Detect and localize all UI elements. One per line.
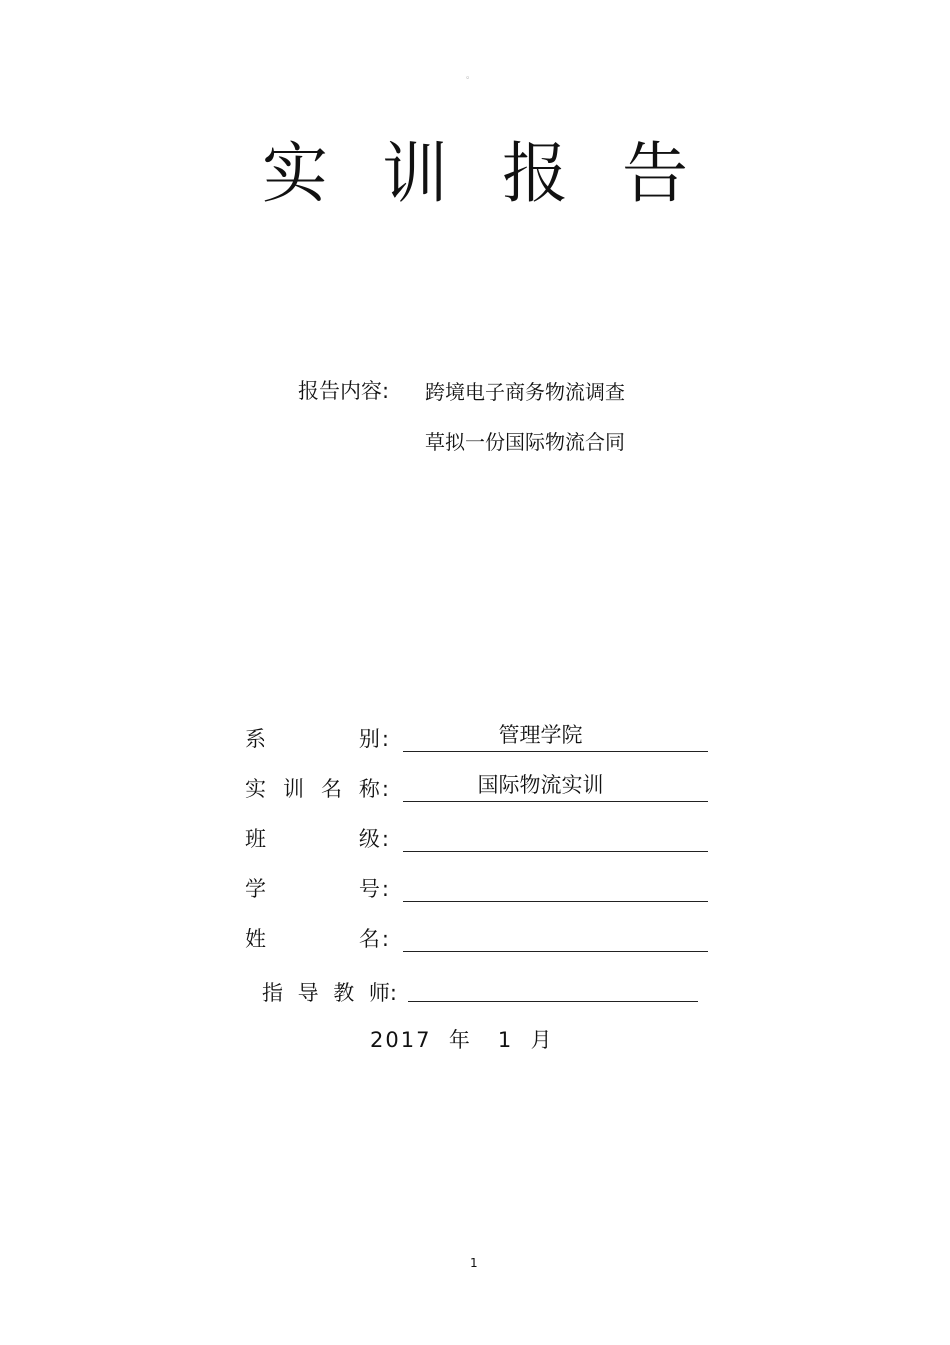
field-label [245, 874, 389, 904]
title-char: 训 [382, 135, 448, 212]
label-char: 号: [358, 877, 389, 901]
date-month: 1 [497, 1028, 514, 1052]
field-underline [403, 901, 708, 902]
label-char: 师: [368, 981, 397, 1005]
field-underline [408, 1001, 698, 1002]
label-char: 实 [245, 777, 266, 801]
report-content-item: 跨境电子商务物流调查 [425, 380, 625, 404]
title-char: 报 [502, 135, 568, 212]
label-char: 别: [358, 727, 389, 751]
label-char: 称: [358, 777, 389, 801]
label-char: 班 [245, 827, 266, 851]
label-char: 名: [358, 927, 389, 951]
date-month-unit: 月 [530, 1028, 554, 1052]
label-char: 姓 [245, 927, 266, 951]
field-advisor [262, 974, 712, 1008]
label-char: 系 [245, 727, 266, 751]
field-department [245, 718, 715, 754]
field-underline [403, 951, 708, 952]
field-training-name [245, 768, 715, 804]
field-class [245, 818, 715, 854]
top-mark: 。 [466, 71, 476, 81]
label-char: 训 [282, 777, 304, 801]
label-char: 名 [320, 777, 342, 801]
page-number: 1 [470, 1256, 478, 1270]
field-value: 国际物流实训 [477, 773, 604, 797]
label-char: 导 [297, 981, 319, 1005]
date-year-unit: 年 [448, 1028, 472, 1052]
title-char: 告 [622, 135, 688, 212]
field-value: 管理学院 [498, 723, 583, 747]
label-char: 级: [358, 827, 389, 851]
field-underline [403, 851, 708, 852]
field-label [245, 774, 389, 804]
field-underline [403, 801, 708, 802]
field-label [262, 978, 397, 1008]
title-char: 实 [262, 135, 328, 212]
field-student-id [245, 868, 715, 904]
field-name [245, 918, 715, 954]
label-char: 学 [245, 877, 266, 901]
field-label [245, 724, 389, 754]
field-underline [403, 751, 708, 752]
label-char: 教 [333, 981, 355, 1005]
report-content-label: 报告内容: [298, 379, 390, 403]
report-title [0, 134, 950, 214]
report-date [370, 1024, 554, 1056]
date-year: 2017 [370, 1028, 432, 1052]
label-char: 指 [262, 981, 283, 1005]
field-label [245, 824, 389, 854]
field-label [245, 924, 389, 954]
report-content-item: 草拟一份国际物流合同 [425, 430, 625, 454]
